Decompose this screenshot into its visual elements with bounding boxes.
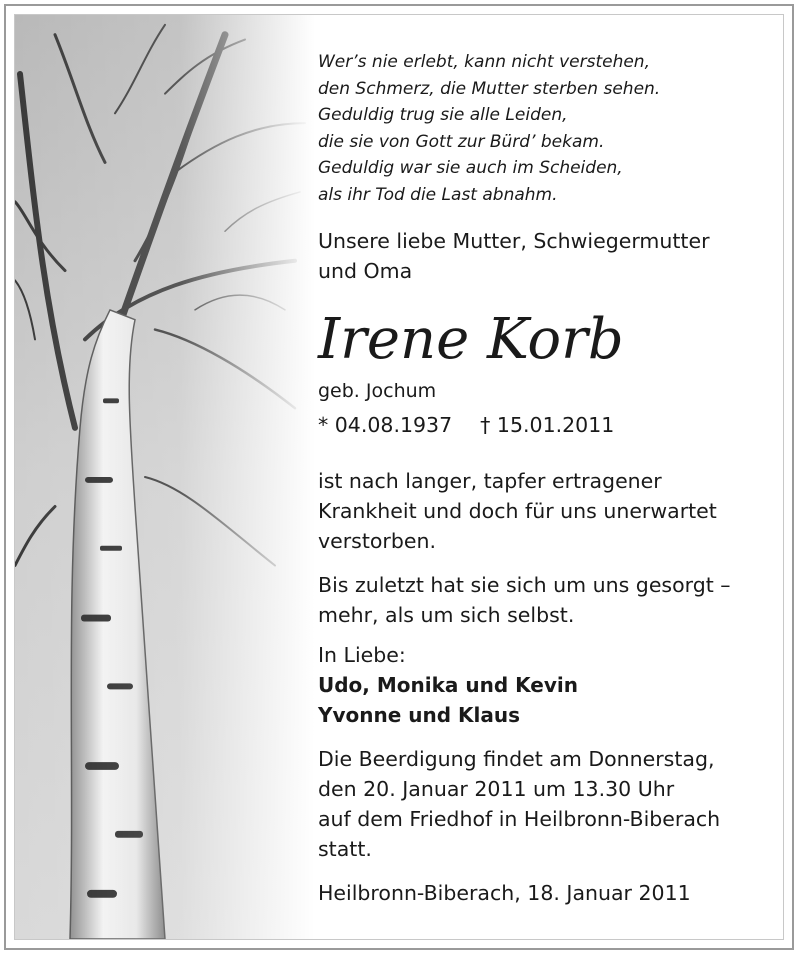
poem-line: die sie von Gott zur Bürd’ bekam. [318, 131, 605, 152]
notice-frame [4, 4, 794, 950]
mourner-names: Udo, Monika und Kevin [318, 673, 578, 697]
poem-line: Geduldig trug sie alle Leiden, [318, 105, 568, 125]
funeral-info [318, 744, 778, 864]
tribute-line: Bis zuletzt hat sie sich um uns gesorgt – [318, 573, 731, 597]
death-notice-line: verstorben. [318, 529, 436, 553]
tribute-line: mehr, als um sich selbst. [318, 603, 575, 627]
death-notice-line: Krankheit und doch für uns unerwartet [318, 499, 717, 523]
intro-line: Unsere liebe Mutter, Schwiegermutter [318, 229, 710, 253]
poem-line: den Schmerz, die Mutter sterben sehen. [318, 78, 661, 99]
poem-line: Geduldig war sie auch im Scheiden, [318, 158, 623, 178]
poem-line: als ihr Tod die Last abnahm. [318, 184, 558, 205]
funeral-line: Die Beerdigung findet am Donnerstag, [318, 747, 715, 771]
notice-inner-border [14, 14, 784, 940]
tribute [318, 570, 778, 630]
funeral-line: auf dem Friedhof in Heilbronn-Biberach [318, 807, 721, 831]
poem-line: Wer’s nie erlebt, kann nicht verstehen, [318, 52, 650, 72]
intro-line: und Oma [318, 259, 413, 283]
death-notice [318, 466, 778, 556]
born-name: geb. Jochum [318, 380, 437, 402]
funeral-line: statt. [318, 837, 372, 861]
mourner-names: Yvonne und Klaus [318, 703, 521, 727]
mourners-label: In Liebe: [318, 643, 406, 667]
birch-tree-image [15, 15, 315, 939]
place-date: Heilbronn-Biberach, 18. Januar 2011 [318, 881, 691, 905]
birth-date: * 04.08.1937 [318, 413, 453, 437]
obituary-text [318, 49, 778, 908]
death-date: † 15.01.2011 [480, 413, 615, 437]
deceased-name: Irene Korb [318, 307, 624, 372]
death-notice-line: ist nach langer, tapfer ertragener [318, 469, 662, 493]
poem [318, 49, 778, 208]
life-dates [318, 410, 778, 440]
funeral-line: den 20. Januar 2011 um 13.30 Uhr [318, 777, 675, 801]
intro [318, 226, 778, 286]
